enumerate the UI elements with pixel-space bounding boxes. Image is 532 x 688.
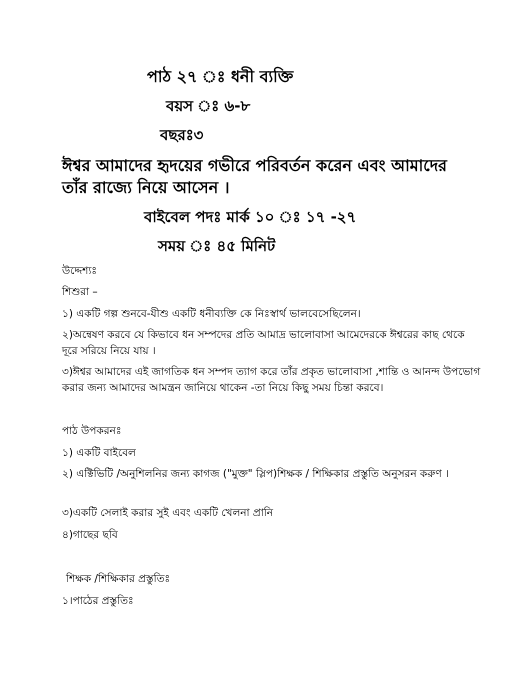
objective-item-2: ২)অন্বেষণ করবে যে কিভাবে ধন সম্পদের প্রতি আমাদ্র ভালোবাসা আমেদেরকে ঈশ্বরের কাছ থেকে দূরে সরিয়ে নিয়ে যায় । [62, 329, 465, 357]
teacher-prep-item-1: ১।পাঠের প্রস্তুতিঃ [62, 595, 134, 607]
materials-heading: পাঠ উপকরনঃ [62, 425, 122, 437]
year-level: বছরঃ৩ [160, 126, 204, 144]
bible-passage: বাইবেল পদঃ মার্ক ১০ ঃ ১৭ -২৭ [144, 208, 357, 226]
teacher-prep-heading: শিক্ষক /শিক্ষিকার প্রস্তুতিঃ [66, 573, 171, 585]
lesson-duration: সময় ঃ ৪৫ মিনিট [158, 237, 276, 255]
objectives-heading: উদ্দেশ্যঃ [62, 265, 98, 277]
objective-item-1: ১) একটি গল্প শুনবে-যীশু একটি ধনীব্যক্তি কে নিঃস্বার্থ ভালবেসেছিলেন। [62, 308, 361, 320]
material-item-1: ১) একটি বাইবেল [62, 447, 136, 459]
theme-line-2: তাঁর রাজ্যে নিয়ে আসেন । [62, 178, 230, 197]
material-item-4: ৪)গাছের ছবি [62, 529, 118, 541]
material-item-2: ২) এক্টিভিটি /অনুশিলনির জন্য কাগজ ("মুক্ত" স্লিপ)শিক্ষক / শিক্ষিকার প্রস্তুতি অনুসরন করুণ । [62, 468, 449, 480]
objective-item-3: ৩)ঈশ্বর আমাদের এই জাগতিক ধন সম্পদ ত্যাগ করে তাঁর প্রকৃত ভালোবাসা ,শান্তি ও আনন্দ উপভোগ করার জন্য আমাদের আমন্ত্রন জানিয়ে থাকেন -তা নিয়ে কিছু সময় চিন্তা করবে। [62, 366, 481, 394]
material-item-3: ৩)একটি সেলাই করার সুই এবং একটি খেলনা প্রানি [62, 507, 274, 519]
children-label: শিশুরা – [62, 286, 98, 298]
theme-line-1: ঈশ্বর আমাদের হৃদয়ের গভীরে পরিবর্তন করেন এবং আমাদের [62, 156, 447, 175]
lesson-title: পাঠ ২৭ ঃ ধনী ব্যক্তি [147, 67, 294, 86]
age-range: বয়স ঃ ৬-৮ [166, 97, 251, 115]
